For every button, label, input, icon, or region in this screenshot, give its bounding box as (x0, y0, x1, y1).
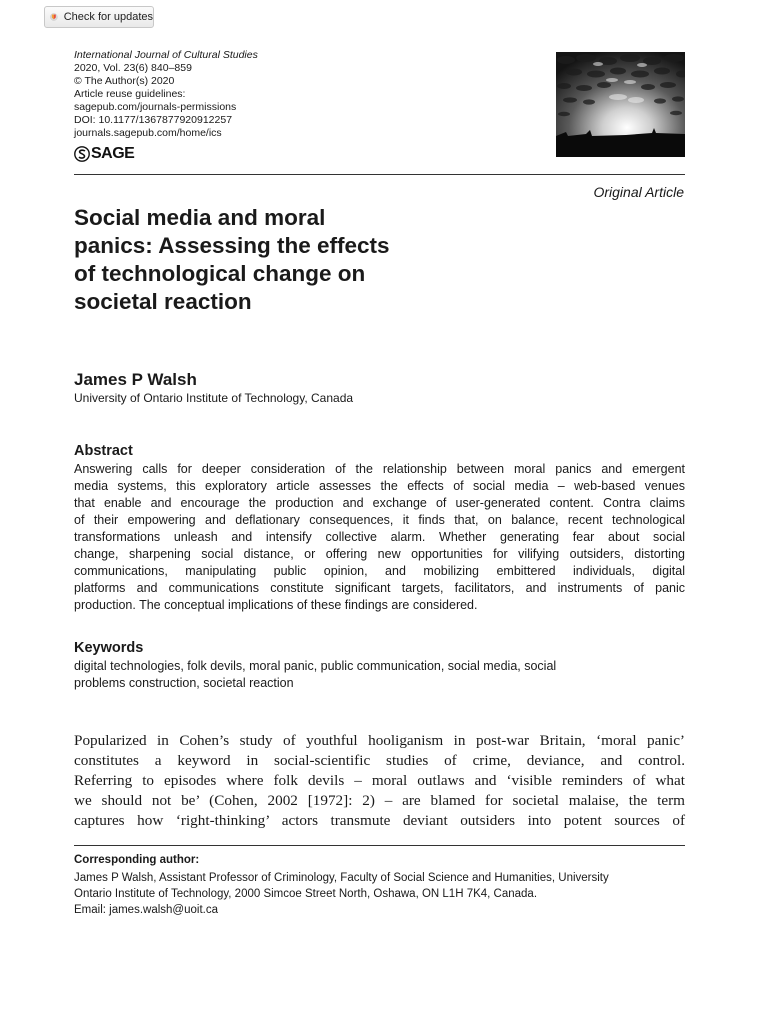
abstract-line: Answering calls for deeper consideration of the relationship between moral panics and emergent (74, 462, 685, 476)
doi-link[interactable]: DOI: 10.1177/1367877920912257 (74, 114, 233, 126)
journal-homepage-link[interactable]: journals.sagepub.com/home/ics (74, 127, 222, 139)
publisher-logo (74, 145, 134, 163)
abstract-text (74, 461, 685, 614)
reuse-link[interactable]: sagepub.com/journals-permissions (74, 101, 237, 113)
corresponding-email[interactable]: Email: james.walsh@uoit.ca (74, 904, 218, 916)
abstract-line: of their empowering and deflationary consequences, it finds that, on balance, recent technological (74, 513, 685, 527)
publisher-name: SAGE (91, 145, 135, 162)
abstract-line: transformations unleash and intensify collective alarm. Whether generating fear about social (74, 530, 685, 544)
article-title (74, 204, 474, 316)
body-text (74, 731, 685, 831)
sage-logo-icon (74, 146, 90, 162)
body-line: constitutes a keyword in social-scientific studies of crime, deviance, and control. (74, 752, 685, 769)
journal-volume: 2020, Vol. 23(6) 840–859 (74, 62, 192, 74)
corresponding-line: Ontario Institute of Technology, 2000 Simcoe Street North, Oshawa, ON L1H 7K4, Canada. (74, 888, 538, 900)
footnote-divider (74, 845, 685, 846)
title-line: of technological change on (74, 261, 366, 286)
crossmark-icon (50, 10, 58, 24)
keywords-heading: Keywords (74, 640, 144, 656)
abstract-heading: Abstract (74, 443, 133, 459)
title-line: societal reaction (74, 289, 252, 314)
article-type: Original Article (593, 184, 684, 200)
title-line: panics: Assessing the effects (74, 233, 390, 258)
abstract-line: platforms and communications constitute significant targets, facilitators, and instruments of panic (74, 581, 685, 595)
abstract-line: change, sharpening social distance, or offering new opportunities for vilifying outsiders, distorting (74, 547, 685, 561)
title-line: Social media and moral (74, 205, 326, 230)
journal-cover-image (556, 52, 685, 157)
abstract-line: media systems, this exploratory article assesses the effects of social media – web-based venues (74, 479, 685, 493)
header-divider (74, 174, 685, 175)
copyright-notice: © The Author(s) 2020 (74, 75, 175, 87)
check-for-updates-label: Check for updates (63, 11, 153, 23)
abstract-line: communications, manipulating public opinion, and mobilizing embittered individuals, digital (74, 564, 685, 578)
author-name: James P Walsh (74, 370, 197, 389)
body-line: Popularized in Cohen’s study of youthful hooliganism in post-war Britain, ‘moral panic’ (74, 732, 685, 749)
check-for-updates-button[interactable] (44, 6, 154, 28)
journal-name: International Journal of Cultural Studies (74, 49, 258, 61)
keywords-line: digital technologies, folk devils, moral panic, public communication, social media, social (74, 659, 557, 673)
reuse-label: Article reuse guidelines: (74, 88, 186, 100)
keywords-line: problems construction, societal reaction (74, 676, 294, 690)
journal-meta (74, 49, 374, 140)
abstract-line: that enable and encourage the production and exchange of user-generated content. Contra claims (74, 496, 685, 510)
body-line: captures how ‘right-thinking’ actors transmute deviant outsiders into potent sources of (74, 812, 685, 829)
corresponding-line: James P Walsh, Assistant Professor of Criminology, Faculty of Social Science and Humanities, University (74, 872, 609, 884)
corresponding-author-details (74, 870, 609, 918)
author-affiliation: University of Ontario Institute of Technology, Canada (74, 391, 354, 405)
keywords-list (74, 658, 556, 692)
body-line: we should not be’ (Cohen, 2002 [1972]: 2) – are blamed for societal malaise, the term (74, 792, 685, 809)
body-line: Referring to episodes where folk devils – moral outlaws and ‘visible reminders of what (74, 772, 685, 789)
corresponding-author-heading: Corresponding author: (74, 854, 200, 866)
abstract-line: production. The conceptual implications of these findings are considered. (74, 598, 478, 612)
